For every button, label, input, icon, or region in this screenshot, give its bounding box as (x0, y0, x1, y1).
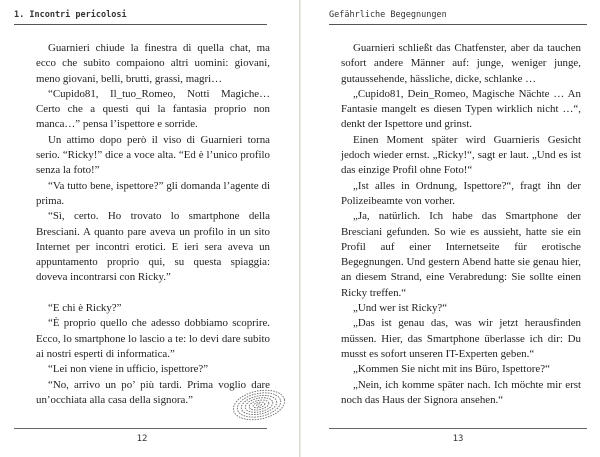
paragraph: Un attimo dopo però il viso di Guarnieri torna serio. “Ricky!” dice a voce alta. “Ed è l’unico profilo senza la foto!” (36, 133, 270, 177)
paragraph: “Cupido81, Il_tuo_Romeo, Notti Magiche… Certo che a questi qui la fantasia proprio non manca…” pensa l’ispettore e sorride. (36, 87, 270, 131)
paragraph: Guarnieri schließt das Chatfenster, aber da tauchen sofort andere Männer auf: junge, weniger junge, gutaussehende, hässliche, dicke, schlanke … (341, 42, 581, 85)
header-rule-right (329, 24, 587, 25)
footer-rule-left (14, 428, 267, 429)
paragraph: “È proprio quello che adesso dobbiamo scoprire. Ecco, lo smartphone lo lascio a te: lo devi dare subito ai nostri esperti di informatica.” (36, 317, 270, 360)
paragraph: „Das ist genau das, was wir jetzt herausfinden müssen. Hier, das Smartphone überlasse ich dir: Du musst es sofort unseren IT-Experten geben.“ (341, 317, 581, 360)
paragraph: „Ist alles in Ordnung, Ispettore?“, fragt ihn der Polizeibeamte von vorher. (341, 179, 581, 207)
left-page (0, 0, 299, 457)
right-page (301, 0, 600, 457)
paragraph: „Cupido81, Dein_Romeo, Magische Nächte … An Fantasie mangelt es diesen Typen wirklich nicht …“, denkt der Ispettore und grinst. (341, 87, 581, 131)
paragraph: „Und wer ist Ricky?“ (353, 302, 448, 315)
running-header-left: 1. Incontri pericolosi (14, 10, 127, 20)
paragraph: “Sì, certo. Ho trovato lo smartphone della Bresciani. A quanto pare aveva un profilo in un sito Internet per incontri erotici. E ieri sera aveva un appuntamento proprio qui, su questa spiaggia: doveva incontrarsi con Ricky.” (36, 210, 270, 284)
paragraph: “Lei non viene in ufficio, ispettore?” (48, 363, 209, 376)
page-number-left: 12 (136, 434, 148, 444)
paragraph: „Ja, natürlich. Ich habe das Smartphone der Bresciani gefunden. So wie es aussieht, hatte sie ein Profil auf einer Internetseite für erotische Begegnungen. Und gestern Abend hatte sie genau hier, an diesem Strand, eine Verabredung: Sie sollte einen Ricky treffen.“ (341, 210, 581, 299)
page-number-right: 13 (452, 434, 464, 444)
paragraph: “Va tutto bene, ispettore?” gli domanda l’agente di prima. (36, 179, 270, 207)
fingerprint-icon (230, 388, 288, 422)
running-header-right: Gefährliche Begegnungen (329, 10, 447, 20)
paragraph: “No, arrivo un po’ più tardi. Prima voglio dare un’occhiata alla casa della signora.” (36, 378, 270, 406)
italian-text-block (36, 41, 270, 408)
header-rule-left (14, 24, 267, 25)
paragraph: Guarnieri chiude la finestra di quella chat, ma ecco che subito compaiono altri uomini: giovani, meno giovani, belli, brutti, grassi, magri… (36, 42, 270, 85)
paragraph: Einen Moment später wird Guarnieris Gesicht jedoch wieder ernst. „Ricky!“, sagt er laut. „Und es ist das einzige Profil ohne Foto!“ (341, 133, 581, 177)
german-text-block (341, 41, 581, 408)
paragraph: „Nein, ich komme später nach. Ich möchte mir erst noch das Haus der Signora ansehen.“ (341, 378, 581, 406)
footer-rule-right (329, 428, 587, 429)
paragraph: “E chi è Ricky?” (48, 302, 122, 315)
paragraph: „Kommen Sie nicht mit ins Büro, Ispettore?“ (353, 363, 550, 376)
